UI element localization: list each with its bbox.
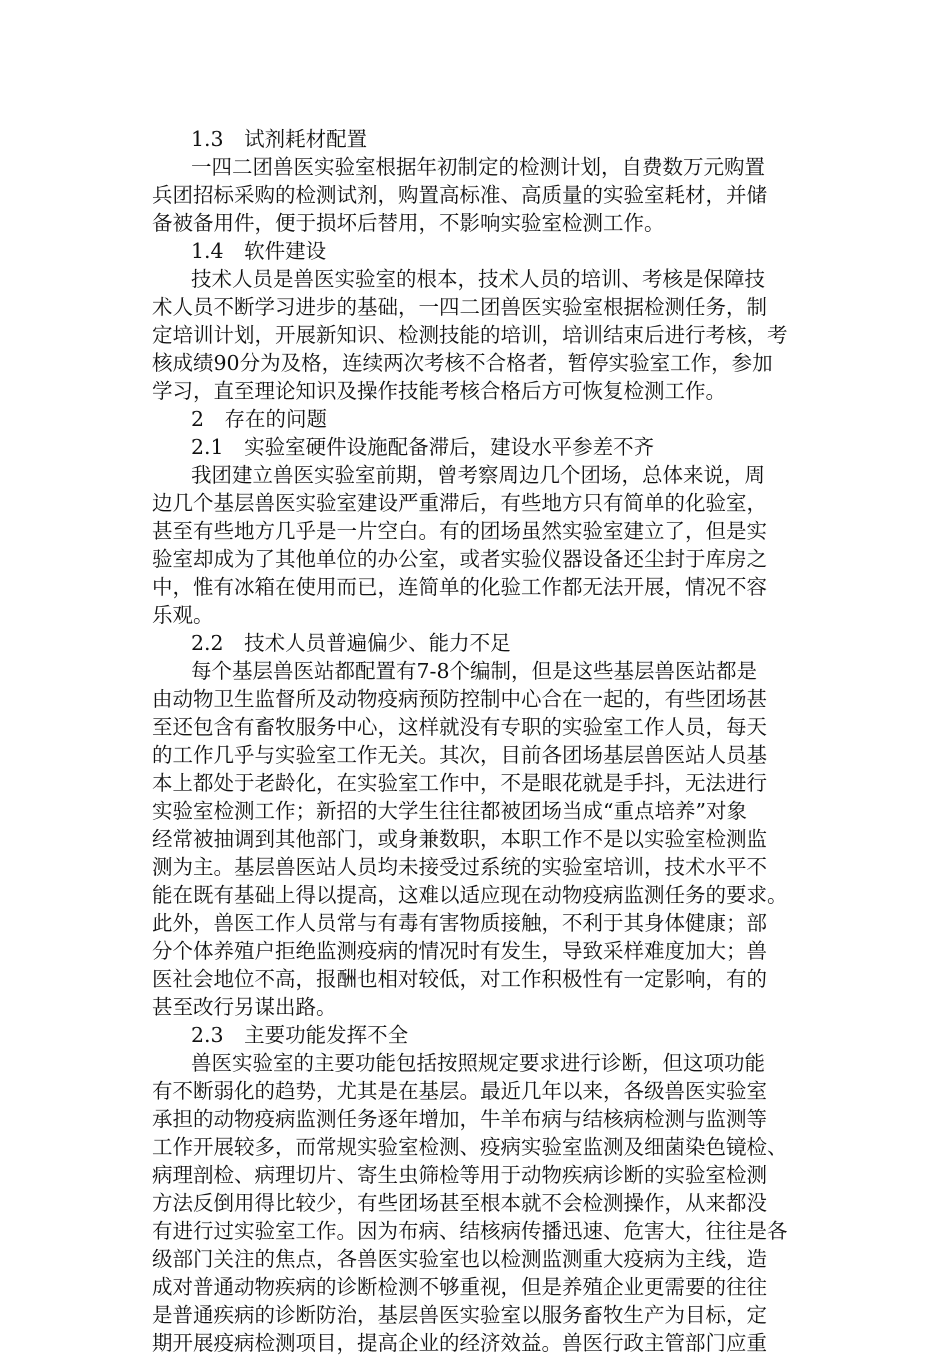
paragraph-line: 能在既有基础上得以提高，这难以适应现在动物疫病监测任务的要求。	[152, 883, 788, 907]
paragraph-line: 甚至改行另谋出路。	[152, 995, 337, 1019]
paragraph-line: 一四二团兽医实验室根据年初制定的检测计划，自费数万元购置	[191, 155, 765, 179]
paragraph-line: 是普通疾病的诊断防治，基层兽医实验室以服务畜牧生产为目标，定	[152, 1303, 767, 1327]
section-heading-1-3: 1.3 试剂耗材配置	[191, 127, 368, 151]
paragraph-line: 成对普通动物疾病的诊断检测不够重视，但是养殖企业更需要的往往	[152, 1275, 767, 1299]
paragraph-line: 兵团招标采购的检测试剂，购置高标准、高质量的实验室耗材，并储	[152, 183, 767, 207]
paragraph-line: 分个体养殖户拒绝监测疫病的情况时有发生，导致采样难度加大；兽	[152, 939, 767, 963]
paragraph-line: 中，惟有冰箱在使用而已，连简单的化验工作都无法开展，情况不容	[152, 575, 767, 599]
section-heading-2-2: 2.2 技术人员普遍偏少、能力不足	[191, 631, 511, 655]
paragraph-line: 学习，直至理论知识及操作技能考核合格后方可恢复检测工作。	[152, 379, 726, 403]
paragraph-line: 本上都处于老龄化，在实验室工作中，不是眼花就是手抖，无法进行	[152, 771, 767, 795]
paragraph-line: 方法反倒用得比较少，有些团场甚至根本就不会检测操作，从来都没	[152, 1191, 767, 1215]
paragraph-line: 定培训计划，开展新知识、检测技能的培训，培训结束后进行考核，考	[152, 323, 788, 347]
paragraph-line: 技术人员是兽医实验室的根本，技术人员的培训、考核是保障技	[191, 267, 765, 291]
paragraph-line: 承担的动物疫病监测任务逐年增加，牛羊布病与结核病检测与监测等	[152, 1107, 767, 1131]
paragraph-line: 乐观。	[152, 603, 214, 627]
paragraph-line: 此外，兽医工作人员常与有毒有害物质接触，不利于其身体健康；部	[152, 911, 767, 935]
paragraph-line: 验室却成为了其他单位的办公室，或者实验仪器设备还尘封于库房之	[152, 547, 767, 571]
paragraph-line: 由动物卫生监督所及动物疫病预防控制中心合在一起的，有些团场甚	[152, 687, 767, 711]
paragraph-line: 病理剖检、病理切片、寄生虫筛检等用于动物疾病诊断的实验室检测	[152, 1163, 767, 1187]
paragraph-line: 我团建立兽医实验室前期，曾考察周边几个团场，总体来说，周	[191, 463, 765, 487]
paragraph-line: 兽医实验室的主要功能包括按照规定要求进行诊断，但这项功能	[191, 1051, 765, 1075]
paragraph-line: 有不断弱化的趋势，尤其是在基层。最近几年以来，各级兽医实验室	[152, 1079, 767, 1103]
section-heading-2: 2 存在的问题	[191, 407, 328, 431]
paragraph-line: 每个基层兽医站都配置有7-8个编制，但是这些基层兽医站都是	[191, 659, 758, 683]
paragraph-line: 级部门关注的焦点，各兽医实验室也以检测监测重大疫病为主线，造	[152, 1247, 767, 1271]
paragraph-line: 医社会地位不高，报酬也相对较低，对工作积极性有一定影响，有的	[152, 967, 767, 991]
paragraph-line: 期开展疫病检测项目，提高企业的经济效益。兽医行政主管部门应重	[152, 1331, 767, 1355]
paragraph-line: 甚至有些地方几乎是一片空白。有的团场虽然实验室建立了，但是实	[152, 519, 767, 543]
paragraph-line: 的工作几乎与实验室工作无关。其次，目前各团场基层兽医站人员基	[152, 743, 767, 767]
paragraph-line: 术人员不断学习进步的基础，一四二团兽医实验室根据检测任务，制	[152, 295, 767, 319]
paragraph-line: 至还包含有畜牧服务中心，这样就没有专职的实验室工作人员，每天	[152, 715, 767, 739]
section-heading-1-4: 1.4 软件建设	[191, 239, 327, 263]
section-heading-2-3: 2.3 主要功能发挥不全	[191, 1023, 409, 1047]
paragraph-line: 实验室检测工作；新招的大学生往往都被团场当成“重点培养”对象	[152, 799, 747, 823]
paragraph-line: 核成绩90分为及格，连续两次考核不合格者，暂停实验室工作，参加	[152, 351, 773, 375]
paragraph-line: 工作开展较多，而常规实验室检测、疫病实验室监测及细菌染色镜检、	[152, 1135, 788, 1159]
paragraph-line: 有进行过实验室工作。因为布病、结核病传播迅速、危害大，往往是各	[152, 1219, 788, 1243]
paragraph-line: 边几个基层兽医实验室建设严重滞后，有些地方只有简单的化验室，	[152, 491, 767, 515]
paragraph-line: 经常被抽调到其他部门，或身兼数职，本职工作不是以实验室检测监	[152, 827, 767, 851]
section-heading-2-1: 2.1 实验室硬件设施配备滞后，建设水平参差不齐	[191, 435, 655, 459]
paragraph-line: 备被备用件，便于损坏后替用，不影响实验室检测工作。	[152, 211, 665, 235]
paragraph-line: 测为主。基层兽医站人员均未接受过系统的实验室培训，技术水平不	[152, 855, 767, 879]
